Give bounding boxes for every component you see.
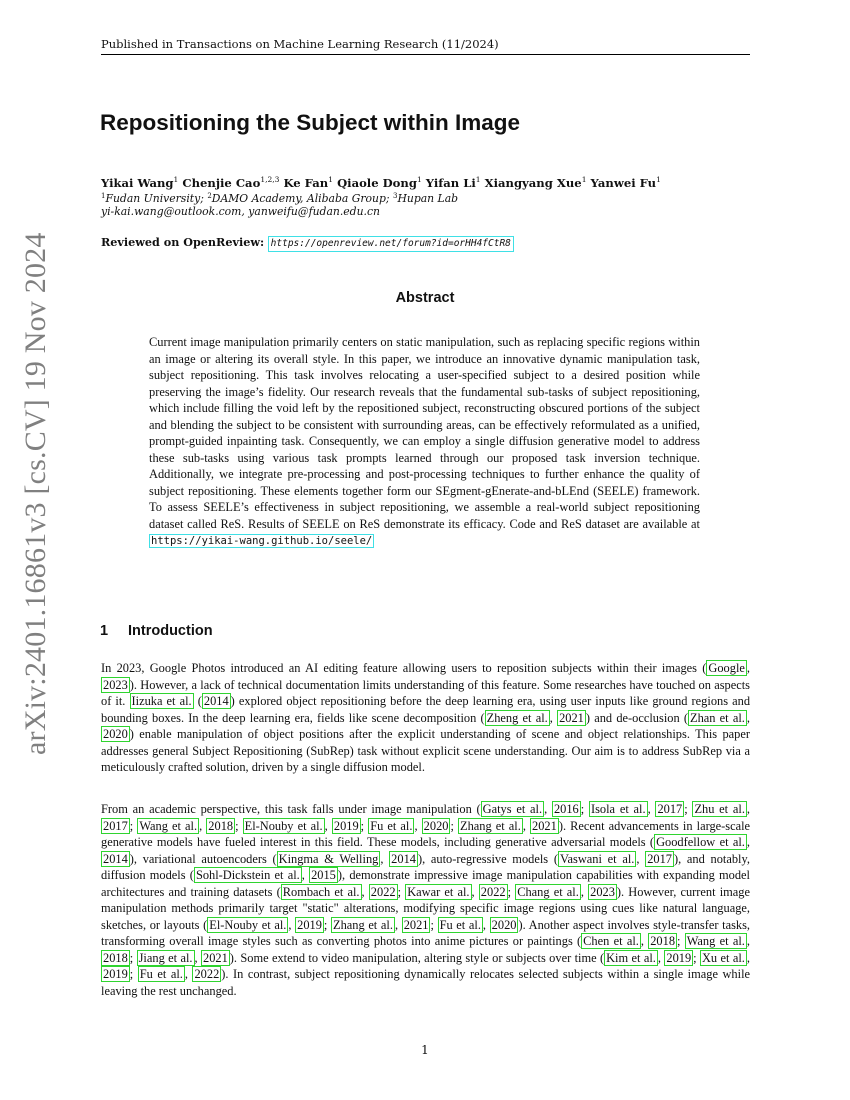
paragraph-text: (: [193, 694, 202, 708]
paragraph-text: ) and de-occlusion (: [585, 710, 688, 725]
paragraph-text: ) explored object repositioning before the deep learning era, using user inputs like ground regions and bounding boxes. In the deep learning era, fields like scene decomposition (: [101, 694, 751, 725]
citation-link[interactable]: Xu et al.: [701, 950, 745, 965]
paragraph-text: ,: [636, 851, 646, 866]
paragraph-text: ;: [323, 917, 332, 932]
paragraph-text: ,: [361, 884, 369, 899]
citation-link[interactable]: Kingma & Welling: [278, 851, 379, 866]
review-line: [101, 233, 750, 252]
paper-title: Repositioning the Subject within Image: [100, 110, 521, 135]
citation-link[interactable]: 2020: [491, 917, 517, 932]
paragraph-text: ;: [129, 950, 137, 965]
paragraph-text: ;: [677, 934, 685, 948]
paragraph-text: ,: [184, 967, 193, 981]
paragraph-text: ;: [360, 818, 369, 833]
abstract-text: [149, 334, 700, 550]
paragraph-text: ). Another aspect involves style-transfer tasks, transforming overall image styles such as converting photos into anime pictures or paintings (: [101, 917, 751, 948]
citation-link[interactable]: Fu et al.: [439, 917, 481, 932]
affiliation-name: DAMO Academy, Alibaba Group;: [211, 192, 390, 205]
paragraph-text: ), demonstrate impressive image manipulation capabilities with expanding model architectures and training datasets (: [101, 868, 750, 899]
author-affiliation-mark: 1: [475, 175, 481, 184]
citation-link[interactable]: 2021: [559, 710, 584, 725]
citation-link[interactable]: 2021: [403, 917, 429, 932]
affiliation-number: 1: [101, 192, 106, 200]
author-affiliation-mark: 1: [581, 175, 587, 184]
citation-link[interactable]: 2017: [657, 802, 683, 816]
author-name: Yikai Wang: [101, 176, 174, 190]
citation-link[interactable]: 2017: [103, 818, 128, 833]
paragraph-text: ). Recent advancements in large-scale generative models have fueled interest in this field. These models, including generative adversarial models (: [101, 818, 751, 849]
author-affiliation-mark: 1: [328, 175, 334, 184]
paragraph-text: ). Some extend to video manipulation, altering style or subjects over time (: [229, 950, 605, 965]
paragraph-text: ;: [507, 884, 516, 899]
paragraph-text: ,: [549, 710, 558, 725]
affiliation-number: 3: [392, 192, 398, 200]
paragraph-text: ). In contrast, subject repositioning dynamically relocates selected subjects within a single image while leaving the rest unchanged.: [101, 967, 751, 998]
paragraph-text: ,: [394, 917, 402, 932]
citation-link[interactable]: Wang et al.: [686, 934, 745, 948]
citation-link[interactable]: Fu et al.: [139, 967, 183, 981]
paragraph-text: ). However, a lack of technical documentation limits understanding of this feature. Some researches have touched on aspects of it.: [101, 677, 750, 708]
paragraph-text: ,: [746, 934, 750, 948]
affiliation-name: Hupan Lab: [397, 192, 459, 205]
author-affiliation-mark: 1,2,3: [260, 175, 280, 184]
citation-link[interactable]: 2018: [208, 818, 234, 833]
paragraph-text: ,: [580, 884, 589, 899]
section-heading-introduction: [100, 621, 750, 641]
citation-link[interactable]: Sohl-Dickstein et al.: [195, 868, 300, 882]
paragraph-text: ,: [288, 917, 296, 932]
citation-link[interactable]: 2021: [203, 950, 228, 965]
citation-link[interactable]: 2014: [203, 694, 229, 708]
author-affiliation-mark: 1: [656, 175, 661, 184]
paragraph-text: From an academic perspective, this task falls under image manipulation (: [101, 802, 481, 816]
author-affiliation-mark: 1: [173, 175, 179, 184]
paragraph-text: ), variational autoencoders (: [129, 851, 277, 866]
citation-link[interactable]: Wang et al.: [139, 818, 198, 833]
affiliation-name: Fudan University;: [105, 192, 204, 205]
author-name: Qiaole Dong: [337, 176, 417, 190]
citation-link[interactable]: 2016: [553, 802, 579, 816]
citation-link[interactable]: 2018: [650, 934, 676, 948]
author-name: Ke Fan: [283, 176, 329, 190]
paragraph-text: In 2023, Google Photos introduced an AI editing feature allowing users to reposition subjects within their images (: [101, 661, 707, 675]
paragraph-text: ,: [746, 802, 751, 816]
citation-link[interactable]: 2014: [391, 851, 416, 866]
abstract-paragraph: Current image manipulation primarily centers on static manipulation, such as replacing specific regions within an image or altering its overall style. In this paper, we introduce an innovative dynamic manipulation task, subject repositioning. This task involves relocating a user-specified subject to a desired position while preserving the image’s fidelity. Our research reveals that the fundamental sub-tasks of subject repositioning, which include filling the void left by the repositioned subject, reconstructing obscured portions of the subject and blending the subject to be consistent with surrounding areas, can be effectively reformulated as a unified, prompt-guided inpainting task. Consequently, we can employ a single diffusion generative model to address these sub-tasks using various task prompts learned through our proposed task inversion technique. Additionally, we integrate pre-processing and post-processing techniques to further enhance the quality of subject repositioning. These elements together form our SEgment-gEnerate-and-bLEnd (SEELE) framework. To assess SEELE’s effectiveness in subject repositioning, we assemble a real-world subject repositioning dataset called ReS. Results of SEELE on ReS demonstrate its efficacy. Code and ReS dataset are available at: [149, 335, 700, 531]
section-title: Introduction: [128, 623, 213, 639]
citation-link[interactable]: 2023: [590, 884, 615, 899]
author-affiliation-mark: 1: [416, 175, 422, 184]
paragraph-text: ,: [482, 917, 490, 932]
citation-link[interactable]: 2019: [333, 818, 359, 833]
citation-link[interactable]: El-Nouby et al.: [209, 917, 287, 932]
paragraph-text: ), auto-regressive models (: [417, 851, 558, 866]
citation-link[interactable]: 2019: [666, 950, 692, 965]
abstract-heading: Abstract: [395, 290, 455, 306]
citation-link[interactable]: Zhang et al.: [460, 818, 521, 833]
paragraph-text: ,: [471, 884, 479, 899]
citation-link[interactable]: 2014: [103, 851, 128, 866]
paragraph-text: ,: [746, 950, 750, 965]
author-name: Yanwei Fu: [590, 176, 657, 190]
paragraph-text: ;: [430, 917, 438, 932]
paragraph-text: ;: [450, 818, 458, 833]
section-number: 1: [100, 623, 109, 639]
paragraph-text: ,: [647, 802, 656, 816]
intro-paragraph-2: [101, 801, 750, 999]
citation-link[interactable]: El-Nouby et al.: [244, 818, 323, 833]
citation-link[interactable]: Zhan et al.: [690, 710, 745, 725]
paragraph-text: ,: [746, 835, 750, 849]
running-head: Published in Transactions on Machine Learning Research (11/2024): [101, 36, 750, 55]
citation-link[interactable]: 2015: [311, 868, 336, 882]
citation-link[interactable]: Kawar et al.: [407, 884, 470, 899]
citation-link[interactable]: Rombach et al.: [282, 884, 360, 899]
citation-link[interactable]: Gatys et al.: [482, 802, 543, 816]
review-label: Reviewed on OpenReview:: [101, 235, 265, 249]
citation-link[interactable]: 2019: [297, 917, 322, 932]
paragraph-text: ,: [522, 818, 531, 833]
citation-link[interactable]: 2021: [532, 818, 557, 833]
citation-link[interactable]: Google: [708, 661, 745, 675]
paragraph-text: ;: [235, 818, 243, 833]
citation-link[interactable]: Isola et al.: [590, 802, 646, 816]
intro-paragraph-1: [101, 660, 750, 776]
citation-link[interactable]: 2019: [103, 967, 128, 981]
citation-link[interactable]: Zhang et al.: [333, 917, 393, 932]
citation-link[interactable]: Jiang et al.: [138, 950, 193, 965]
citation-link[interactable]: 2023: [103, 677, 128, 692]
paragraph-text: ,: [640, 934, 649, 948]
paragraph-text: ;: [684, 802, 693, 816]
citation-link[interactable]: 2020: [423, 818, 449, 833]
paragraph-text: ). However, current image manipulation methods primarily target "static" alterations, modifying specific image regions using cues like natural language, sketches, or layouts (: [101, 884, 750, 932]
paragraph-text: ,: [544, 802, 552, 816]
citation-link[interactable]: Chen et al.: [583, 934, 639, 948]
paragraph-text: ,: [746, 661, 750, 675]
project-page-link[interactable]: https://yikai-wang.github.io/seele/: [151, 535, 373, 547]
paragraph-text: ;: [580, 802, 589, 816]
citation-link[interactable]: Zheng et al.: [486, 710, 548, 725]
paragraph-text: ,: [414, 818, 422, 833]
citation-link[interactable]: 2020: [103, 727, 128, 741]
affiliation-number: 2: [207, 192, 212, 200]
paragraph-text: ,: [324, 818, 332, 833]
citation-link[interactable]: 2018: [103, 950, 128, 965]
author-name: Xiangyang Xue: [484, 176, 582, 190]
paragraph-text: ;: [129, 967, 138, 981]
paragraph-text: ;: [693, 950, 700, 965]
arxiv-stamp: arXiv:2401.16861v3 [cs.CV] 19 Nov 2024: [19, 232, 52, 755]
paragraph-text: ,: [194, 950, 201, 965]
page-number: 1: [421, 1043, 429, 1057]
citation-link[interactable]: Goodfellow et al.: [656, 835, 745, 849]
paragraph-text: ;: [129, 818, 138, 833]
citation-link[interactable]: Vaswani et al.: [559, 851, 635, 866]
author-name: Yifan Li: [425, 176, 476, 190]
citation-link[interactable]: 2022: [370, 884, 396, 899]
paragraph-text: ,: [380, 851, 390, 866]
citation-link[interactable]: 2022: [480, 884, 506, 899]
citation-link[interactable]: 2022: [194, 967, 220, 981]
citation-link[interactable]: Kim et al.: [606, 950, 656, 965]
author-emails: yi-kai.wang@outlook.com, yanweifu@fudan.edu.cn: [101, 205, 380, 218]
citation-link[interactable]: 2017: [647, 851, 672, 866]
citation-link[interactable]: Iizuka et al.: [131, 694, 192, 708]
paragraph-text: ,: [746, 710, 750, 725]
paragraph-text: ,: [301, 868, 310, 882]
citation-link[interactable]: Fu et al.: [370, 818, 413, 833]
citation-link[interactable]: Chang et al.: [517, 884, 579, 899]
citation-link[interactable]: Zhu et al.: [694, 802, 745, 816]
paragraph-text: ;: [397, 884, 406, 899]
author-name: Chenjie Cao: [182, 176, 261, 190]
paragraph-text: ,: [199, 818, 207, 833]
openreview-link[interactable]: https://openreview.net/forum?id=orHH4fCtR8: [268, 236, 514, 252]
paragraph-text: ,: [657, 950, 665, 965]
paragraph-text: ) enable manipulation of object positions after the explicit understanding of scene and object relationships. This paper addresses general Subject Repositioning (SubRep) task without explicit scene understanding. Our aim is to address SubRep via a meticulously crafted solution, driven by a single diffusion model.: [101, 727, 750, 774]
paragraph-text: ), and notably, diffusion models (: [101, 851, 750, 882]
